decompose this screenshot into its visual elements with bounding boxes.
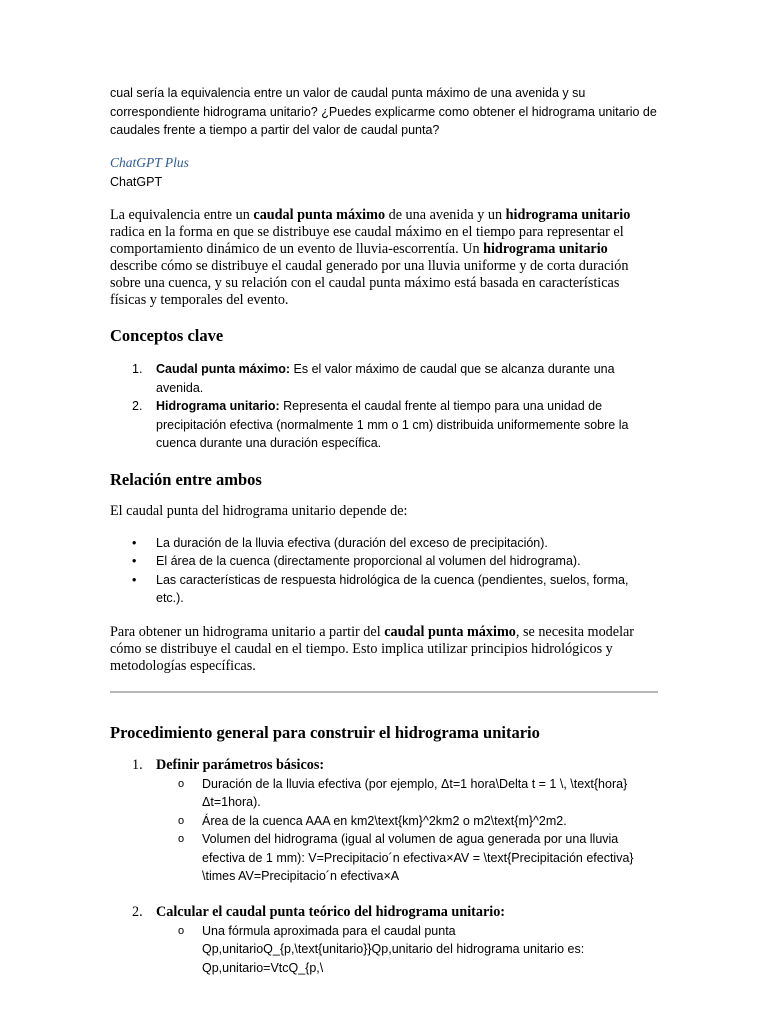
list-term: Caudal punta máximo: xyxy=(156,362,291,376)
bullet-text: Las características de respuesta hidrológica de la cuenca (pendientes, suelos, forma, etc.). xyxy=(156,572,629,605)
sublist-text: Volumen del hidrograma (igual al volumen de agua generada por una lluvia efectiva de 1 mm): V=Precipitacio´n efectiva×AV = \text{Precipitación efectiva} \times AV=Precipitacio´n efectiva×A xyxy=(202,832,634,883)
step-number: 1. xyxy=(132,756,143,773)
intro-bold-1: caudal punta máximo xyxy=(253,207,386,223)
list-term: Hidrograma unitario: xyxy=(156,399,280,413)
chatgpt-author-label: ChatGPT xyxy=(110,174,163,189)
list-item xyxy=(110,360,658,397)
conceptos-list xyxy=(110,360,658,453)
bullet-text: El área de la cuenca (directamente proporcional al volumen del hidrograma). xyxy=(156,554,581,568)
intro-text-1: La equivalencia entre un xyxy=(110,207,254,223)
sublist-item xyxy=(156,830,658,886)
procedimiento-steps xyxy=(110,757,658,978)
para-text-1: Para obtener un hidrograma unitario a partir del xyxy=(110,623,385,640)
bullet-icon: • xyxy=(132,572,137,587)
list-number: 2. xyxy=(132,399,143,413)
intro-text-2: de una avenida y un xyxy=(385,207,506,223)
list-text: Representa el caudal frente al tiempo para una unidad de precipitación efectiva (normalmente 1 mm o 1 cm) distribuida uniformemente sobre la cuenca durante una duración específica. xyxy=(156,399,629,450)
list-item xyxy=(110,397,658,453)
intro-text-3: radica en la forma en que se distribuye ese caudal máximo en el tiempo para representar el comportamiento dinámico de un evento de lluvia-escorrentía. Un xyxy=(110,224,624,257)
relacion-paragraph xyxy=(110,624,658,675)
step-title: Definir parámetros básicos: xyxy=(156,756,325,773)
list-item xyxy=(110,552,658,571)
sublist-item xyxy=(156,922,658,978)
relacion-lead: El caudal punta del hidrograma unitario depende de: xyxy=(110,502,408,519)
sublist-text: Duración de la lluvia efectiva (por ejemplo, Δt=1 hora\Delta t = 1 \, \text{hora}Δt=1hora). xyxy=(202,776,628,809)
sublist-item xyxy=(156,812,658,831)
step-sublist xyxy=(156,775,658,886)
intro-text-4: describe cómo se distribuye el caudal generado por una lluvia uniforme y de corta duración sobre una cuenca, y su relación con el caudal punta máximo está basada en características físicas y temporales del evento. xyxy=(110,258,629,308)
para-bold-1: caudal punta máximo xyxy=(384,623,516,640)
list-item xyxy=(110,534,658,553)
circle-bullet-icon: o xyxy=(178,777,185,790)
user-question: cual sería la equivalencia entre un valor de caudal punta máximo de una avenida y su correspondiente hidrograma unitario? ¿Puedes explicarme como obtener el hidrograma unitario de caudales frente a tiempo a partir del valor de caudal punta? xyxy=(110,86,657,137)
sublist-item xyxy=(156,775,658,812)
list-number: 1. xyxy=(132,362,143,376)
list-text: Es el valor máximo de caudal que se alcanza durante una avenida. xyxy=(156,362,615,395)
sublist-text: Una fórmula aproximada para el caudal punta Qp,unitarioQ_{p,\text{unitario}}Qp,unitario del hidrograma unitario es: Qp,unitario=VtcQ_{p,\ xyxy=(202,923,585,975)
sublist-text: Área de la cuenca AAA en km2\text{km}^2km2 o m2\text{m}^2m2. xyxy=(202,813,567,828)
document-page xyxy=(110,84,658,977)
intro-bold-2: hidrograma unitario xyxy=(505,207,631,223)
bullet-text: La duración de la lluvia efectiva (duración del exceso de precipitación). xyxy=(156,535,548,550)
step-title: Calcular el caudal punta teórico del hidrograma unitario: xyxy=(156,903,506,920)
horizontal-divider xyxy=(110,691,658,693)
circle-bullet-icon: o xyxy=(178,924,185,937)
bullet-icon: • xyxy=(132,535,137,550)
relacion-bullets xyxy=(110,534,658,608)
heading-procedimiento: Procedimiento general para construir el hidrograma unitario xyxy=(110,722,540,742)
heading-relacion: Relación entre ambos xyxy=(110,469,262,489)
step-number: 2. xyxy=(132,903,143,920)
para-text-2: , se necesita modelar cómo se distribuye el caudal en el tiempo. Esto implica utilizar principios hidrológicos y metodologías específicas. xyxy=(110,623,635,674)
step-item xyxy=(110,904,658,978)
list-item xyxy=(110,571,658,608)
circle-bullet-icon: o xyxy=(178,833,185,845)
intro-paragraph xyxy=(110,207,658,309)
circle-bullet-icon: o xyxy=(178,814,185,827)
intro-bold-3: hidrograma unitario xyxy=(483,241,608,257)
bullet-icon: • xyxy=(132,554,137,568)
heading-conceptos-clave: Conceptos clave xyxy=(110,326,224,345)
step-item xyxy=(110,757,658,886)
chatgpt-plus-label: ChatGPT Plus xyxy=(110,154,189,170)
step-sublist xyxy=(156,922,658,978)
